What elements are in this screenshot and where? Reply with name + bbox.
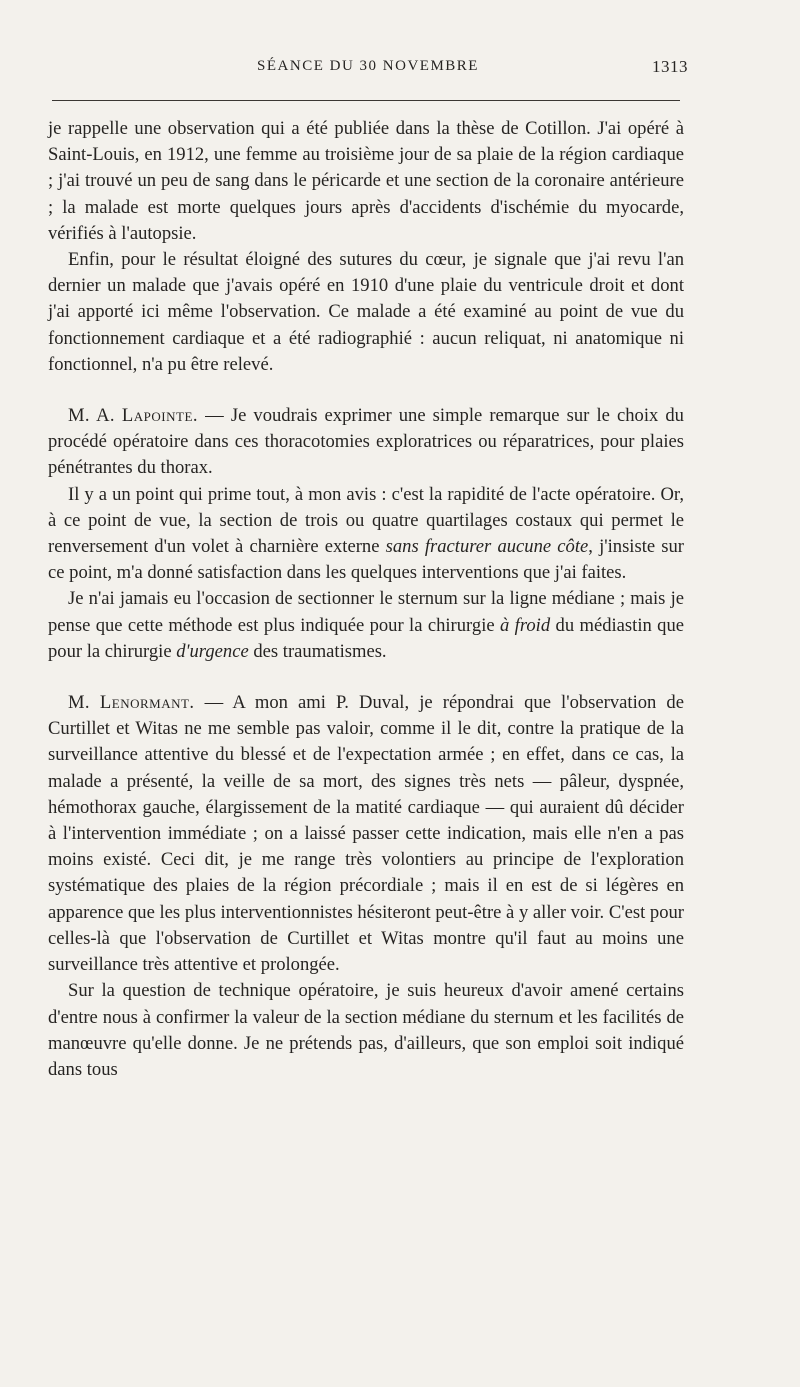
body-text — [48, 116, 684, 1083]
speaker-name: Lapointe. — [121, 405, 199, 427]
paragraph-cotillon: je rappelle une observation qui a été publiée dans la thèse de Cotillon. J'ai opéré à Saint-Louis, en 1912, une femme au troisième jour de sa plaie de la région cardiaque ; j'ai trouvé un peu de sang dans le péricarde et une section de la coronaire antérieure ; la malade est morte quelques jours après d'accidents d'ischémie du myocarde, vérifiés à l'autopsie. — [48, 118, 684, 244]
paragraph-text: , j'insiste sur ce point, m'a donné satisfaction dans les quelques interventions que j'ai faites. — [48, 536, 685, 584]
paragraph-text: — A mon ami P. Duval, je répondrai que l'observation de Curtillet et Witas ne me semble pas valoir, comme il le dit, contre la pratique de la surveillance attentive du blessé et de l'expectation armée ; en effet, dans ce cas, la malade a présenté, la veille de sa mort, des signes très nets — pâleur, dyspnée, hémothorax gauche, élargissement de la matité cardiaque — qui auraient dû décider à l'intervention immédiate ; on a laissé passer cette indication, mais elle n'en a pas moins existé. Ceci dit, je me range très volontiers au principe de l'exploration systématique des plaies de la région précordiale ; mais il en est de si légères en apparence que les plus interventionnistes hésiteront peut-être à y aller voir. C'est pour celles-là que l'observation de Curtillet et Witas montre qu'il faut au moins une surveillance très attentive et prolongée. — [48, 692, 684, 976]
emphasis-text: sans fracturer aucune côte — [385, 536, 589, 558]
paragraph-resultat-eloigne: Enfin, pour le résultat éloigné des sutures du cœur, je signale que j'ai revu l'an dernier un malade que j'avais opéré en 1910 d'une plaie du ventricule droit et dont j'ai apporté ici même l'observation. Ce malade a été examiné au point de vue du fonctionnement cardiaque et a été radiographié : aucun reliquat, ni anatomique ni fonctionnel, n'a pu être relevé. — [48, 249, 684, 375]
running-title: SÉANCE DU 30 NOVEMBRE — [257, 58, 479, 74]
speaker-prefix: M. — [68, 692, 90, 714]
speaker-prefix: M. A. — [68, 405, 115, 427]
emphasis-text: d'urgence — [176, 640, 249, 662]
speaker-name: Lenormant. — [99, 692, 195, 714]
paragraph-text: Il y a un point qui prime tout, à mon avis : c'est la rapidité de l'acte opératoire. Or, à ce point de vue, la section de trois ou quatre quartilages costaux qui permet le renversement d'un volet à charnière externe — [48, 483, 684, 558]
paragraph-sternum — [48, 586, 684, 665]
paragraph-text: — Je voudrais exprimer une simple remarque sur le choix du procédé opératoire dans ces thoracotomies exploratrices ou réparatrices, pour plaies pénétrantes du thorax. — [48, 405, 684, 479]
paragraph-technique: Sur la question de technique opératoire, je suis heureux d'avoir amené certains d'entre nous à confirmer la valeur de la section médiane du sternum et les facilités de manœuvre qu'elle donne. Je ne prétends pas, d'ailleurs, que son emploi soit indiqué dans tous — [48, 980, 684, 1080]
paragraph-rapidite — [48, 482, 684, 587]
emphasis-text: à froid — [500, 614, 551, 636]
header-rule — [52, 100, 680, 101]
paragraph-text: Je n'ai jamais eu l'occasion de sectionner le sternum sur la ligne médiane ; mais je pense que cette méthode est plus indiquée pour la chirurgie — [48, 588, 684, 636]
page-number: 1313 — [652, 57, 688, 76]
paragraph-text: du médiastin que pour la chirurgie — [48, 614, 685, 662]
paragraph-text: des traumatismes. — [248, 640, 387, 662]
paragraph-lapointe — [48, 403, 684, 482]
paragraph-lenormant — [48, 690, 684, 978]
